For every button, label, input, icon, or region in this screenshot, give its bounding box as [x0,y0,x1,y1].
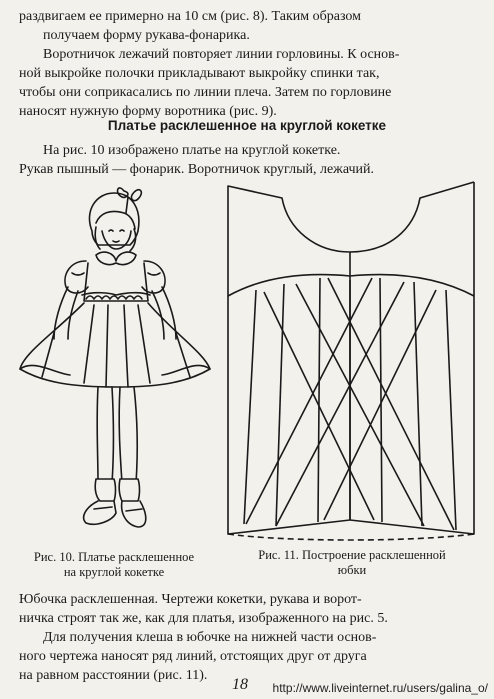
figure-10-girl-dress-illustration [14,183,214,543]
watermark-url[interactable]: http://www.liveinternet.ru/users/galina_o/ [272,681,488,695]
text-line: Для получения клеша в юбочке на нижней части основ- [43,630,377,645]
text-line: На рис. 10 изображено платье на круглой кокетке. [43,143,341,158]
text-line: Юбочка расклешенная. Чертежи кокетки, рукава и ворот- [19,592,362,607]
text-line: раздвигаем ее примерно на 10 см (рис. 8). Таким образом [19,9,361,24]
page-number: 18 [232,676,248,693]
text-line: ной выкройке полочки прикладывают выкройку спинки так, [19,66,380,81]
text-line: получаем форму рукава-фонарика. [43,28,250,43]
bottom-paragraph [19,590,471,685]
intro-paragraph [19,141,471,179]
top-paragraph [19,7,471,121]
figure-11-flared-skirt-pattern [224,180,478,545]
caption-line: Рис. 11. Построение расклешенной [258,548,446,562]
caption-line: юбки [337,563,367,577]
text-line: Воротничок лежачий повторяет линии горловины. К основ- [43,47,400,62]
text-line: на равном расстоянии (рис. 11). [19,668,208,683]
caption-line: Рис. 10. Платье расклешенное [33,550,195,564]
figure-10-caption [14,550,214,580]
figure-11-caption [232,548,472,578]
caption-line: на круглой кокетке [63,565,165,579]
text-line: ничка строят так же, как для платья, изображенного на рис. 5. [19,611,388,626]
text-line: наносят нужную форму воротника (рис. 9). [19,104,277,119]
section-heading: Платье расклешенное на круглой кокетке [107,118,387,133]
text-line: Рукав пышный — фонарик. Воротничок круглый, лежачий. [19,162,375,177]
text-line: ного чертежа наносят ряд линий, отстоящих друг от друга [19,649,367,664]
text-line: чтобы они соприкасались по линии плеча. Затем по горловине [19,85,392,100]
